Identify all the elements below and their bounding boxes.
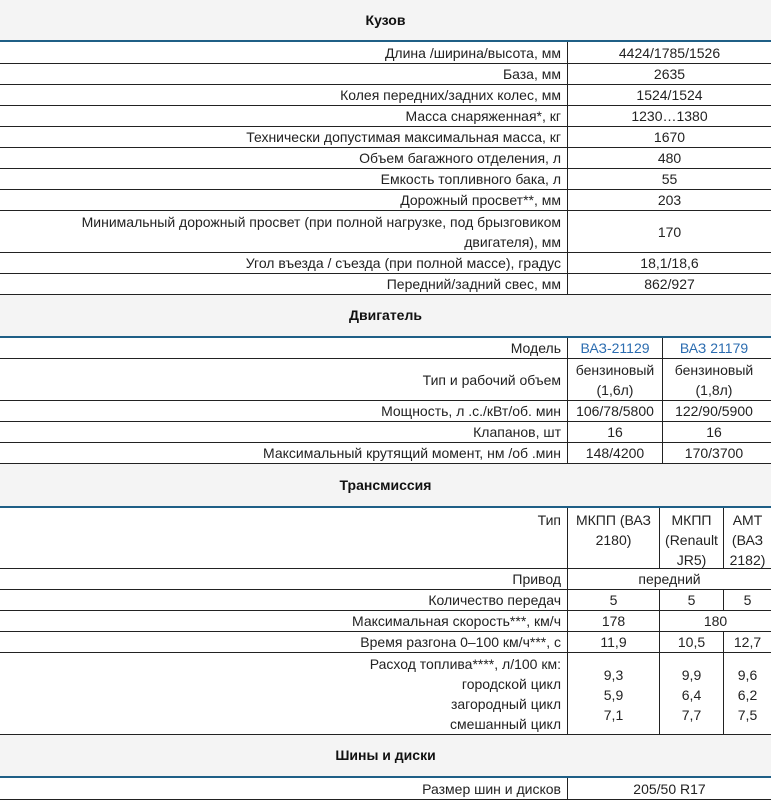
row-value: 1524/1524	[636, 87, 703, 103]
table-row	[0, 64, 771, 85]
table-row	[0, 778, 771, 800]
fuel-label-line: смешанный цикл	[450, 716, 561, 732]
table-row	[0, 569, 771, 590]
table-row	[0, 590, 771, 611]
engine-type-line: (1,8л)	[695, 381, 733, 398]
row-label: Модель	[0, 338, 568, 358]
engine-type	[568, 359, 663, 400]
row-value: 10,5	[660, 632, 724, 652]
row-label: Технически допустимая максимальная масса, кг	[0, 127, 568, 147]
row-label: База, мм	[0, 64, 568, 84]
row-label: Угол въезда / съезда (при полной массе), градус	[0, 253, 568, 273]
table-row	[0, 148, 771, 169]
row-value: 1230…1380	[631, 108, 708, 124]
table-row	[0, 443, 771, 464]
fuel-values	[724, 653, 771, 734]
fuel-value: 9,6	[737, 667, 758, 683]
row-value: 5	[660, 590, 724, 610]
fuel-label-line: загородный цикл	[450, 696, 561, 712]
row-value: 12,7	[733, 634, 762, 650]
table-row	[0, 422, 771, 443]
row-value: 16	[568, 422, 663, 442]
row-label: Максимальная скорость***, км/ч	[0, 611, 568, 631]
fuel-value: 7,1	[603, 707, 624, 723]
engine-type	[663, 359, 765, 400]
fuel-value: 7,7	[681, 707, 702, 723]
engine-type-line: (1,6л)	[596, 381, 634, 398]
engine-model-link[interactable]: ВАЗ-21129	[568, 338, 663, 358]
row-label: Объем багажного отделения, л	[0, 148, 568, 168]
transmission-type-line: JR5)	[676, 552, 707, 568]
transmission-type-line: (ВАЗ	[731, 532, 764, 548]
table-row	[0, 401, 771, 422]
engine-type-line: бензиновый	[575, 361, 655, 378]
table-row	[0, 274, 771, 295]
tires-section-title: Шины и диски	[0, 735, 771, 778]
table-row	[0, 611, 771, 632]
row-value: 170	[657, 223, 682, 240]
transmission-type-line: 2182)	[729, 552, 766, 568]
row-label: Минимальный дорожный просвет (при полной нагрузке, под брызговиком двигателя), мм	[0, 211, 568, 252]
table-row	[0, 127, 771, 148]
row-value: 5	[743, 592, 752, 608]
table-row	[0, 106, 771, 127]
row-value: 205/50 R17	[633, 780, 706, 797]
row-label: Количество передач	[0, 590, 568, 610]
row-label: Мощность, л .с./кВт/об. мин	[0, 401, 568, 421]
table-row	[0, 253, 771, 274]
table-row	[0, 508, 771, 569]
body-section-title: Кузов	[0, 0, 771, 42]
row-value: 55	[661, 171, 678, 187]
fuel-value: 6,2	[737, 687, 758, 703]
row-label: Время разгона 0–100 км/ч***, с	[0, 632, 568, 652]
row-value: 5	[568, 590, 660, 610]
transmission-type	[568, 508, 660, 568]
row-value: 170/3700	[684, 445, 744, 461]
transmission-type-line: МКПП (ВАЗ	[575, 512, 651, 528]
fuel-labels	[0, 653, 568, 734]
fuel-label-line: Расход топлива****, л/100 км:	[369, 656, 561, 672]
row-value: 122/90/5900	[675, 403, 753, 419]
row-label: Дорожный просвет**, мм	[0, 190, 568, 210]
row-label: Тип и рабочий объем	[0, 359, 568, 400]
table-row	[0, 632, 771, 653]
row-label: Привод	[0, 569, 568, 589]
transmission-type	[660, 508, 724, 568]
table-row	[0, 169, 771, 190]
row-label: Размер шин и дисков	[0, 778, 568, 799]
row-label: Передний/задний свес, мм	[0, 274, 568, 294]
row-value: 178	[568, 611, 660, 631]
fuel-label-line: городской цикл	[461, 676, 561, 692]
row-label: Максимальный крутящий момент, нм /об .мин	[0, 443, 568, 463]
table-row	[0, 338, 771, 359]
row-label: Клапанов, шт	[0, 422, 568, 442]
table-row	[0, 85, 771, 106]
row-value: 1670	[653, 129, 686, 145]
fuel-value: 9,3	[603, 667, 624, 683]
row-label: Емкость топливного бака, л	[0, 169, 568, 189]
engine-type-line: бензиновый	[674, 361, 754, 378]
transmission-type-line: (Renault	[665, 532, 718, 548]
transmission-type	[724, 508, 771, 568]
row-value: 862/927	[644, 276, 695, 292]
row-value: 106/78/5800	[568, 401, 663, 421]
engine-section-title: Двигатель	[0, 295, 771, 338]
row-value: 4424/1785/1526	[618, 44, 721, 61]
row-value: передний	[638, 571, 701, 587]
table-row	[0, 211, 771, 253]
transmission-type-line: АМТ	[732, 512, 763, 528]
row-value: 480	[657, 150, 682, 166]
engine-model-link[interactable]: ВАЗ 21179	[679, 340, 749, 356]
fuel-values	[568, 653, 660, 734]
transmission-type-line: 2180)	[595, 532, 632, 548]
row-value: 18,1/18,6	[640, 255, 699, 271]
fuel-value: 9,9	[681, 667, 702, 683]
transmission-section-title: Трансмиссия	[0, 464, 771, 508]
row-value: 11,9	[568, 632, 660, 652]
table-row	[0, 42, 771, 64]
fuel-value: 6,4	[681, 687, 702, 703]
fuel-value: 7,5	[737, 707, 758, 723]
row-value: 180	[703, 613, 728, 629]
row-label: Масса снаряженная*, кг	[0, 106, 568, 126]
table-row	[0, 653, 771, 735]
row-label: Тип	[0, 508, 568, 568]
row-value: 148/4200	[568, 443, 663, 463]
table-row	[0, 359, 771, 401]
row-value: 16	[706, 424, 722, 440]
row-label: Длина /ширина/высота, мм	[0, 42, 568, 63]
table-row	[0, 190, 771, 211]
transmission-type-line: МКПП	[671, 512, 712, 528]
fuel-values	[660, 653, 724, 734]
row-value: 2635	[653, 66, 686, 82]
fuel-value: 5,9	[603, 687, 624, 703]
row-label: Колея передних/задних колес, мм	[0, 85, 568, 105]
row-value: 203	[657, 192, 682, 208]
